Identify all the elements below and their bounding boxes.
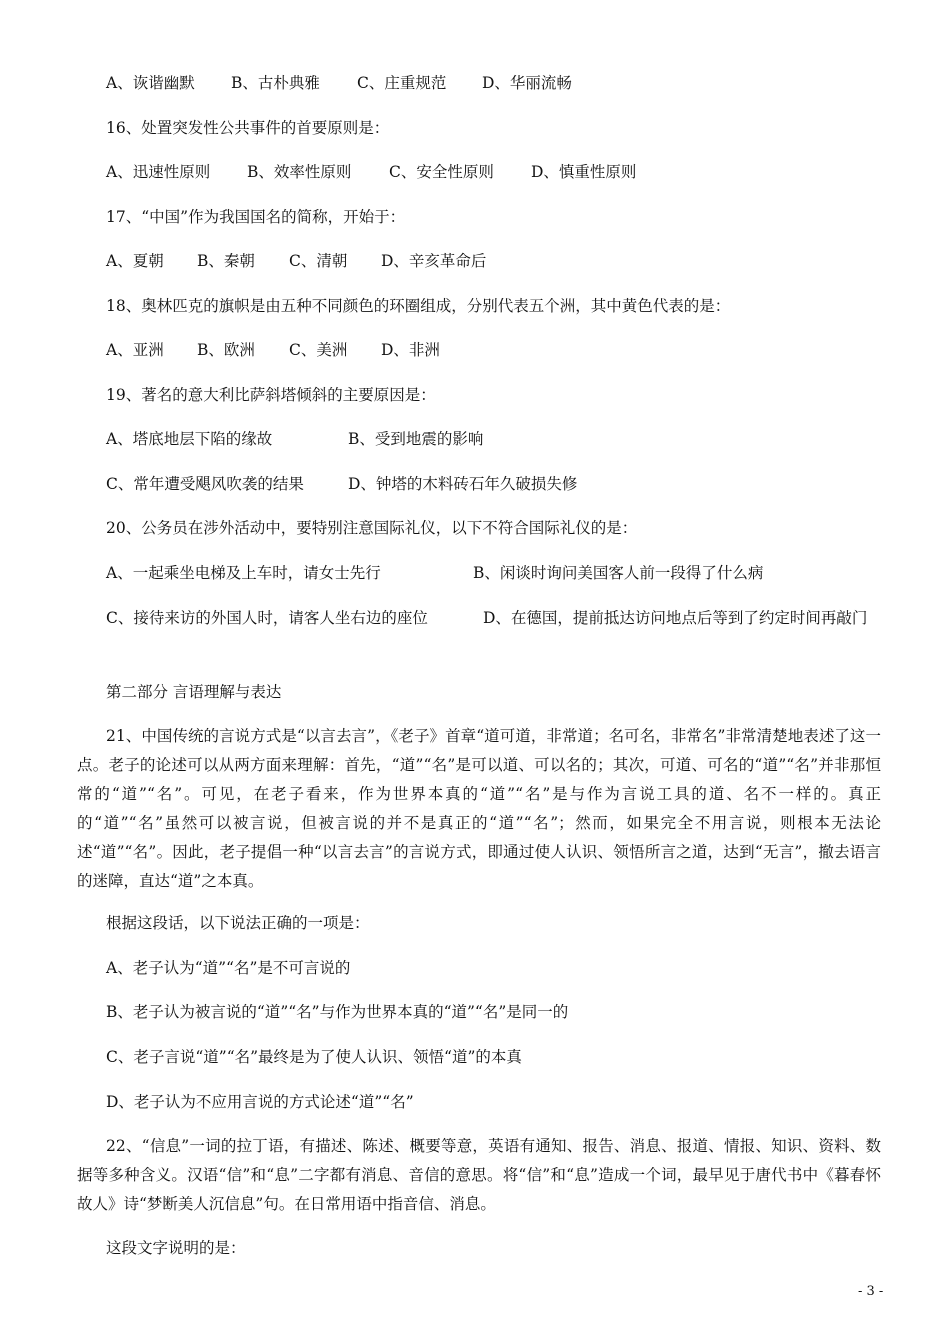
q19-option-d: D、钟塔的木料砖石年久破损失修 [348,475,578,493]
q19-stem: 19、著名的意大利比萨斜塔倾斜的主要原因是： [106,386,436,404]
q17-option-a: A、夏朝 [106,252,164,270]
page-number: - 3 - [858,1284,884,1299]
q17-options [106,251,486,271]
q21-passage: 21、中国传统的言说方式是“以言去言”，《老子》首章“道可道，非常道；名可名，非常名”非常清楚地表述了这一点。老子的论述可以从两方面来理解：首先，“道”“名”是可以道、可以名的；其次，可道、可名的“道”“名”并非那恒常的“道”“名”。可见，在老子看来，作为世界本真的“道”“名”是与作为言说工具的道、名不一样的。真正的“道”“名”虽然可以被言说，但被言说的并不是真正的“道”“名”；然而，如果完全不用言说，则根本无法论述“道”“名”。因此，老子提倡一种“以言去言”的言说方式，即通过使人认识、领悟所言之道，达到“无言”，撤去语言的迷障，直达“道”之本真。 [77,727,881,890]
q20-option-c: C、接待来访的外国人时，请客人坐右边的座位 [106,609,428,627]
q20-stem: 20、公务员在涉外活动中，要特别注意国际礼仪，以下不符合国际礼仪的是： [106,519,638,537]
q21-option-c: C、老子言说“道”“名”最终是为了使人认识、领悟“道”的本真 [106,1048,522,1066]
q21-option-b: B、老子认为被言说的“道”“名”与作为世界本真的“道”“名”是同一的 [106,1003,569,1021]
q15-option-c: C、庄重规范 [357,74,447,92]
q19-option-a: A、塔底地层下陷的缘故 [106,430,273,448]
q18-options [106,340,440,360]
q16-option-c: C、安全性原则 [389,163,494,181]
q19-options-row1 [106,429,483,449]
q18-option-d: D、非洲 [381,341,440,359]
q20-option-b: B、闲谈时询问美国客人前一段得了什么病 [473,564,764,582]
q15-option-a: A、诙谐幽默 [106,74,195,92]
q20-option-a: A、一起乘坐电梯及上车时，请女士先行 [106,564,381,582]
q20-option-d: D、在德国，提前抵达访问地点后等到了约定时间再敲门 [483,609,868,627]
q16-option-a: A、迅速性原则 [106,163,211,181]
q18-stem: 18、奥林匹克的旗帜是由五种不同颜色的环圈组成，分别代表五个洲，其中黄色代表的是： [106,297,731,315]
q22-question: 这段文字说明的是： [106,1239,246,1257]
section-title: 第二部分 言语理解与表达 [106,683,282,701]
q16-stem: 16、处置突发性公共事件的首要原则是： [106,119,390,137]
q18-option-c: C、美洲 [289,341,348,359]
q19-options-row2 [106,474,577,494]
q18-option-b: B、欧洲 [197,341,255,359]
q15-option-b: B、古朴典雅 [231,74,320,92]
q22-passage: 22、“信息”一词的拉丁语，有描述、陈述、概要等意，英语有通知、报告、消息、报道、情报、知识、资料、数据等多种含义。汉语“信”和“息”二字都有消息、音信的意思。将“信”和“息”造成一个词，最早见于唐代书中《暮春怀故人》诗“梦断美人沉信息”句。在日常用语中指音信、消息。 [77,1137,881,1213]
q15-options [106,73,572,93]
q16-option-d: D、慎重性原则 [531,163,637,181]
q15-option-d: D、华丽流畅 [482,74,572,92]
q19-option-b: B、受到地震的影响 [348,430,484,448]
q20-options-row1 [106,563,763,583]
q17-option-b: B、秦朝 [197,252,255,270]
q17-stem: 17、“中国”作为我国国名的简称，开始于： [106,208,406,226]
q21-option-d: D、老子认为不应用言说的方式论述“道”“名” [106,1093,414,1111]
q19-option-c: C、常年遭受飓风吹袭的结果 [106,475,304,493]
q17-option-c: C、清朝 [289,252,348,270]
q16-option-b: B、效率性原则 [247,163,352,181]
q21-question: 根据这段话，以下说法正确的一项是： [106,914,370,932]
q18-option-a: A、亚洲 [106,341,164,359]
q17-option-d: D、辛亥革命后 [381,252,487,270]
q16-options [106,162,636,182]
q21-option-a: A、老子认为“道”“名”是不可言说的 [106,959,351,977]
